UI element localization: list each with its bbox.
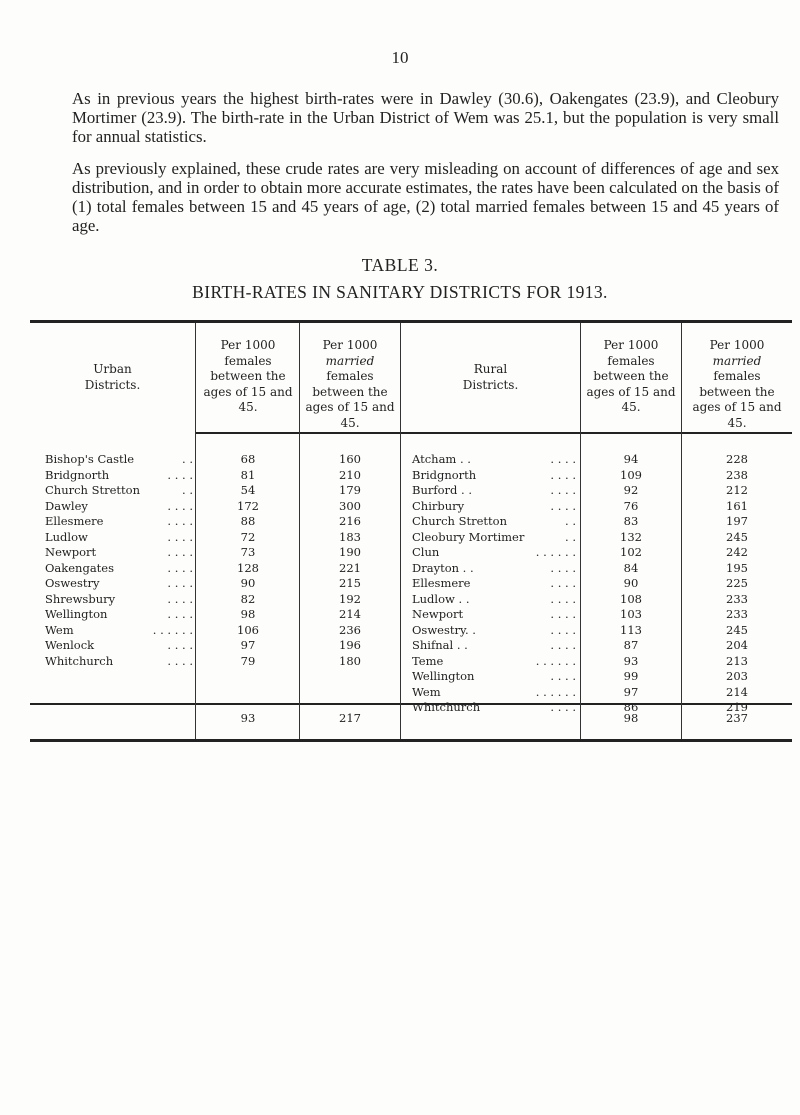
total-rural-females: 98 xyxy=(623,711,639,725)
rural-females-value: 102 xyxy=(620,545,642,559)
table-row xyxy=(0,530,800,545)
table-row xyxy=(0,545,800,560)
urban-married-value: 214 xyxy=(339,607,361,621)
rural-leader-dots: . . . . xyxy=(550,452,576,466)
rural-married-value: 212 xyxy=(726,483,748,497)
header-line: between the xyxy=(593,369,669,383)
rural-leader-dots: . . . . . . xyxy=(535,684,576,699)
header-line: females xyxy=(224,353,272,368)
urban-leader-dots: . . xyxy=(182,452,193,466)
urban-leader-dots: . . . . xyxy=(167,607,193,621)
table-row xyxy=(0,607,800,622)
header-line: 45. xyxy=(238,400,258,414)
page-number: 10 xyxy=(391,48,409,67)
rural-females-value: 92 xyxy=(623,483,639,497)
rural-district-name: Chirbury xyxy=(412,498,465,513)
rural-married-value: 213 xyxy=(726,653,748,668)
table-row xyxy=(0,669,800,684)
table-row xyxy=(0,561,800,576)
urban-married-value: 192 xyxy=(339,591,361,606)
header-line: married xyxy=(325,353,375,368)
header-rural-married xyxy=(682,338,792,431)
urban-married-value: 196 xyxy=(339,638,361,652)
urban-leader-dots: . . . . xyxy=(167,529,193,544)
header-line: between the xyxy=(210,369,286,383)
urban-married-value: 300 xyxy=(339,498,361,513)
table-row xyxy=(0,623,800,638)
urban-married-value: 216 xyxy=(339,514,361,528)
table-label: TABLE 3. xyxy=(361,255,439,275)
header-line: Districts. xyxy=(84,377,141,392)
header-urban-females xyxy=(197,338,299,416)
table-row xyxy=(0,452,800,467)
urban-females-value: 88 xyxy=(240,514,256,528)
urban-married-value: 179 xyxy=(339,483,361,497)
urban-leader-dots: . . . . xyxy=(167,467,193,482)
rural-females-value: 84 xyxy=(623,560,639,575)
urban-married-value: 180 xyxy=(339,653,361,668)
urban-leader-dots: . . . . xyxy=(167,498,193,513)
rural-married-value: 225 xyxy=(726,576,748,590)
table-row xyxy=(0,468,800,483)
header-line: females xyxy=(326,369,374,383)
header-line: ages of 15 and xyxy=(305,400,395,414)
urban-married-value: 160 xyxy=(339,452,361,466)
header-line: Per 1000 xyxy=(220,338,276,352)
urban-leader-dots: . . . . xyxy=(167,545,193,559)
rural-leader-dots: . . . . xyxy=(550,483,576,497)
header-line: married xyxy=(712,353,762,368)
header-urban-married xyxy=(300,338,400,431)
urban-district-name: Wenlock xyxy=(45,638,95,652)
urban-district-name: Whitchurch xyxy=(45,653,114,668)
table-row xyxy=(0,514,800,529)
rural-leader-dots: . . . . . . xyxy=(535,545,576,559)
total-rural-married: 237 xyxy=(726,711,748,725)
rural-district-name: Cleobury Mortimer xyxy=(412,529,525,544)
header-line: 45. xyxy=(621,400,641,414)
rural-females-value: 113 xyxy=(620,622,642,637)
rural-females-value: 87 xyxy=(623,638,639,652)
paragraph-1: As in previous years the highest birth-rates were in Dawley (30.6), Oakengates (23.9), and Cleobury Mortimer (23.9). The birth-rate in the Urban District of Wem was 25.1, but the population is very small for annual statistics. xyxy=(72,89,779,146)
table-bottom-rule xyxy=(30,739,792,742)
rural-district-name: Atcham . . xyxy=(412,452,471,466)
rural-leader-dots: . . . . xyxy=(550,607,576,621)
rural-females-value: 94 xyxy=(623,452,639,466)
rural-leader-dots: . . . . xyxy=(550,700,576,714)
urban-district-name: Bishop's Castle xyxy=(45,452,135,466)
urban-married-value: 215 xyxy=(339,576,361,590)
rural-married-value: 195 xyxy=(726,560,748,575)
rural-district-name: Clun xyxy=(412,545,440,559)
header-line: ages of 15 and xyxy=(203,384,293,399)
header-line: 45. xyxy=(727,415,747,430)
urban-leader-dots: . . xyxy=(182,483,193,497)
rural-district-name: Drayton . . xyxy=(412,560,474,575)
paragraph-2: As previously explained, these crude rates are very misleading on account of differences of age and sex distribution, and in order to obtain more accurate estimates, the rates have been calculated on the basis of (1) total females between 15 and 45 years of age, (2) total married females between 15 and 45 years of age. xyxy=(72,159,779,235)
urban-district-name: Wellington xyxy=(45,607,108,621)
urban-district-name: Church Stretton xyxy=(45,483,140,497)
rural-females-value: 103 xyxy=(620,607,642,621)
urban-leader-dots: . . . . . . xyxy=(152,622,193,637)
urban-district-name: Shrewsbury xyxy=(45,591,116,606)
table-row xyxy=(0,576,800,591)
rural-females-value: 86 xyxy=(623,700,639,714)
rural-district-name: Ellesmere xyxy=(412,576,471,590)
urban-females-value: 90 xyxy=(240,576,256,590)
urban-leader-dots: . . . . xyxy=(167,638,193,652)
header-line: Per 1000 xyxy=(322,338,378,352)
urban-females-value: 54 xyxy=(240,483,256,497)
rural-females-value: 109 xyxy=(620,467,642,482)
header-line: females xyxy=(607,353,655,368)
rural-married-value: 219 xyxy=(726,700,748,714)
total-urban-females: 93 xyxy=(240,711,256,725)
rural-district-name: Burford . . xyxy=(412,483,473,497)
urban-females-value: 172 xyxy=(237,498,259,513)
rural-married-value: 233 xyxy=(726,591,748,606)
rural-leader-dots: . . . . xyxy=(550,622,576,637)
urban-district-name: Newport xyxy=(45,545,97,559)
rural-females-value: 76 xyxy=(623,498,639,513)
header-line: 45. xyxy=(340,415,360,430)
rural-leader-dots: . . . . xyxy=(550,576,576,590)
urban-married-value: 183 xyxy=(339,529,361,544)
header-bottom-rule xyxy=(195,432,792,434)
rural-females-value: 99 xyxy=(623,669,639,683)
table-row xyxy=(0,654,800,669)
urban-females-value: 68 xyxy=(240,452,256,466)
rural-leader-dots: . . . . xyxy=(550,638,576,652)
rural-married-value: 233 xyxy=(726,607,748,621)
header-line: Rural xyxy=(473,362,508,376)
rural-females-value: 90 xyxy=(623,576,639,590)
rural-married-value: 197 xyxy=(726,514,748,528)
table-row xyxy=(0,483,800,498)
urban-district-name: Bridgnorth xyxy=(45,467,110,482)
table-title: BIRTH-RATES IN SANITARY DISTRICTS FOR 1913. xyxy=(192,282,608,302)
total-urban-married: 217 xyxy=(339,711,361,725)
rural-married-value: 214 xyxy=(726,684,748,699)
urban-females-value: 97 xyxy=(240,638,256,652)
urban-married-value: 221 xyxy=(339,560,361,575)
rural-district-name: Shifnal . . xyxy=(412,638,468,652)
header-line: Districts. xyxy=(462,377,519,392)
rural-district-name: Oswestry. . xyxy=(412,622,476,637)
rural-married-value: 228 xyxy=(726,452,748,466)
rural-females-value: 93 xyxy=(623,653,639,668)
urban-females-value: 82 xyxy=(240,591,256,606)
rural-married-value: 204 xyxy=(726,638,748,652)
rural-married-value: 245 xyxy=(726,529,748,544)
urban-leader-dots: . . . . xyxy=(167,560,193,575)
header-line: Per 1000 xyxy=(603,338,659,352)
urban-district-name: Dawley xyxy=(45,498,88,513)
header-line: ages of 15 and xyxy=(586,384,676,399)
header-line: Urban xyxy=(93,362,132,376)
urban-district-name: Oakengates xyxy=(45,560,115,575)
header-urban-districts xyxy=(30,362,195,393)
rural-females-value: 83 xyxy=(623,514,639,528)
rural-females-value: 97 xyxy=(623,684,639,699)
header-line: between the xyxy=(312,384,388,399)
rural-leader-dots: . . xyxy=(565,529,576,544)
urban-females-value: 79 xyxy=(240,653,256,668)
rural-married-value: 242 xyxy=(726,545,748,559)
rural-females-value: 108 xyxy=(620,591,642,606)
urban-married-value: 236 xyxy=(339,622,361,637)
header-rural-districts xyxy=(401,362,580,393)
rural-district-name: Teme xyxy=(412,653,444,668)
urban-females-value: 106 xyxy=(237,622,259,637)
rural-district-name: Wem xyxy=(412,684,441,699)
urban-married-value: 210 xyxy=(339,467,361,482)
urban-district-name: Oswestry xyxy=(45,576,100,590)
table-row xyxy=(0,592,800,607)
urban-district-name: Ellesmere xyxy=(45,514,104,528)
rural-district-name: Ludlow . . xyxy=(412,591,470,606)
header-line: females xyxy=(713,369,761,383)
urban-females-value: 81 xyxy=(240,467,256,482)
urban-district-name: Wem xyxy=(45,622,74,637)
header-line: Per 1000 xyxy=(709,338,765,352)
urban-leader-dots: . . . . xyxy=(167,514,193,528)
urban-leader-dots: . . . . xyxy=(167,576,193,590)
urban-married-value: 190 xyxy=(339,545,361,559)
rural-leader-dots: . . . . xyxy=(550,591,576,606)
header-rural-females xyxy=(581,338,681,416)
rural-married-value: 203 xyxy=(726,669,748,683)
rural-leader-dots: . . . . xyxy=(550,560,576,575)
rural-married-value: 161 xyxy=(726,498,748,513)
rural-leader-dots: . . . . xyxy=(550,498,576,513)
urban-females-value: 98 xyxy=(240,607,256,621)
rural-leader-dots: . . xyxy=(565,514,576,528)
rural-leader-dots: . . . . xyxy=(550,669,576,683)
rural-married-value: 238 xyxy=(726,467,748,482)
header-line: between the xyxy=(699,384,775,399)
table-row xyxy=(0,685,800,700)
rural-district-name: Church Stretton xyxy=(412,514,507,528)
rural-females-value: 132 xyxy=(620,529,642,544)
table-row xyxy=(0,499,800,514)
rural-district-name: Wellington xyxy=(412,669,475,683)
urban-district-name: Ludlow xyxy=(45,529,88,544)
urban-females-value: 73 xyxy=(240,545,256,559)
table-top-rule xyxy=(30,320,792,323)
urban-leader-dots: . . . . xyxy=(167,591,193,606)
rural-district-name: Bridgnorth xyxy=(412,467,477,482)
rural-district-name: Newport xyxy=(412,607,464,621)
urban-leader-dots: . . . . xyxy=(167,653,193,668)
urban-females-value: 72 xyxy=(240,529,256,544)
rural-district-name: Whitchurch xyxy=(412,700,481,714)
header-line: ages of 15 and xyxy=(692,400,782,414)
table-row xyxy=(0,638,800,653)
rural-leader-dots: . . . . . . xyxy=(535,653,576,668)
rural-leader-dots: . . . . xyxy=(550,467,576,482)
rural-married-value: 245 xyxy=(726,622,748,637)
urban-females-value: 128 xyxy=(237,560,259,575)
